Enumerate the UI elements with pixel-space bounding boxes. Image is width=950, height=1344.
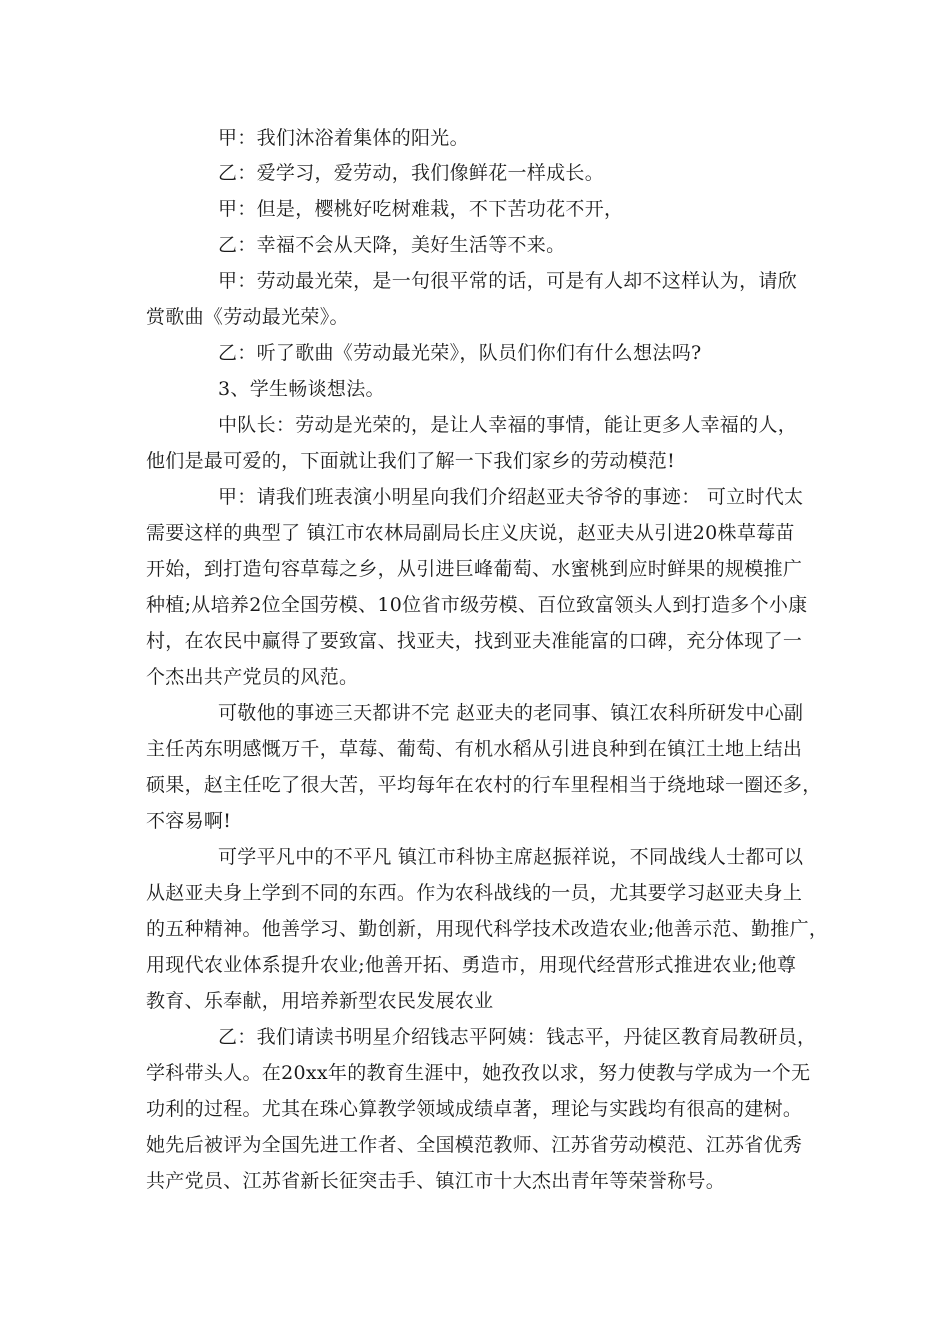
paragraph-line: 甲：请我们班表演小明星向我们介绍赵亚夫爷爷的事迹： 可立时代太 — [218, 486, 804, 508]
paragraph-line: 需要这样的典型了 镇江市农林局副局长庄义庆说，赵亚夫从引进20株草莓苗 — [146, 522, 795, 544]
paragraph-line: 中队长：劳动是光荣的，是让人幸福的事情，能让更多人幸福的人， — [218, 414, 798, 436]
paragraph-line: 开始，到打造句容草莓之乡，从引进巨峰葡萄、水蜜桃到应时鲜果的规模推广 — [146, 558, 803, 580]
paragraph-line: 乙：我们请读书明星介绍钱志平阿姨：钱志平，丹徒区教育局教研员， — [218, 1026, 817, 1048]
paragraph-line: 3、学生畅谈想法。 — [218, 378, 385, 400]
paragraph-line: 的五种精神。他善学习、勤创新，用现代科学技术改造农业;他善示范、勤推广， — [146, 918, 829, 940]
paragraph-line: 乙：爱学习，爱劳动，我们像鲜花一样成长。 — [218, 162, 605, 184]
paragraph-line: 功利的过程。尤其在珠心算教学领域成绩卓著，理论与实践均有很高的建树。 — [146, 1098, 803, 1120]
paragraph-line: 可敬他的事迹三天都讲不完 赵亚夫的老同事、镇江农科所研发中心副 — [218, 702, 804, 724]
paragraph-line: 主任芮东明感慨万千，草莓、葡萄、有机水稻从引进良种到在镇江土地上结出 — [146, 738, 803, 760]
paragraph-line: 乙：幸福不会从天降，美好生活等不来。 — [218, 234, 566, 256]
paragraph-line: 甲：但是，樱桃好吃树难栽，不下苦功花不开， — [218, 198, 624, 220]
paragraph-line: 甲：我们沐浴着集体的阳光。 — [218, 127, 469, 149]
paragraph-line: 不容易啊! — [146, 810, 232, 832]
paragraph-line: 学科带头人。在20xx年的教育生涯中，她孜孜以求，努力使教与学成为一个无 — [146, 1062, 811, 1084]
paragraph-line: 村，在农民中赢得了要致富、找亚夫，找到亚夫准能富的口碑，充分体现了一 — [146, 630, 803, 652]
paragraph-line: 硕果，赵主任吃了很大苦，平均每年在农村的行车里程相当于绕地球一圈还多， — [146, 774, 822, 796]
paragraph-line: 赏歌曲《劳动最光荣》。 — [146, 306, 349, 328]
paragraph-line: 她先后被评为全国先进工作者、全国模范教师、江苏省劳动模范、江苏省优秀 — [146, 1134, 803, 1156]
paragraph-line: 个杰出共产党员的风范。 — [146, 666, 359, 688]
paragraph-line: 甲：劳动最光荣，是一句很平常的话，可是有人却不这样认为，请欣 — [218, 270, 798, 292]
paragraph-line: 可学平凡中的不平凡 镇江市科协主席赵振祥说，不同战线人士都可以 — [218, 846, 804, 868]
paragraph-line: 共产党员、江苏省新长征突击手、镇江市十大杰出青年等荣誉称号。 — [146, 1170, 726, 1192]
paragraph-line: 教育、乐奉献，用培养新型农民发展农业 — [146, 990, 494, 1012]
paragraph-line: 他们是最可爱的，下面就让我们了解一下我们家乡的劳动模范! — [146, 450, 676, 472]
paragraph-line: 从赵亚夫身上学到不同的东西。作为农科战线的一员，尤其要学习赵亚夫身上 — [146, 882, 803, 904]
paragraph-line: 乙：听了歌曲《劳动最光荣》，队员们你们有什么想法吗? — [218, 342, 702, 364]
paragraph-line: 用现代农业体系提升农业;他善开拓、勇造市，用现代经营形式推进农业;他尊 — [146, 954, 797, 976]
paragraph-line: 种植;从培养2位全国劳模、10位省市级劳模、百位致富领头人到打造多个小康 — [146, 594, 808, 616]
